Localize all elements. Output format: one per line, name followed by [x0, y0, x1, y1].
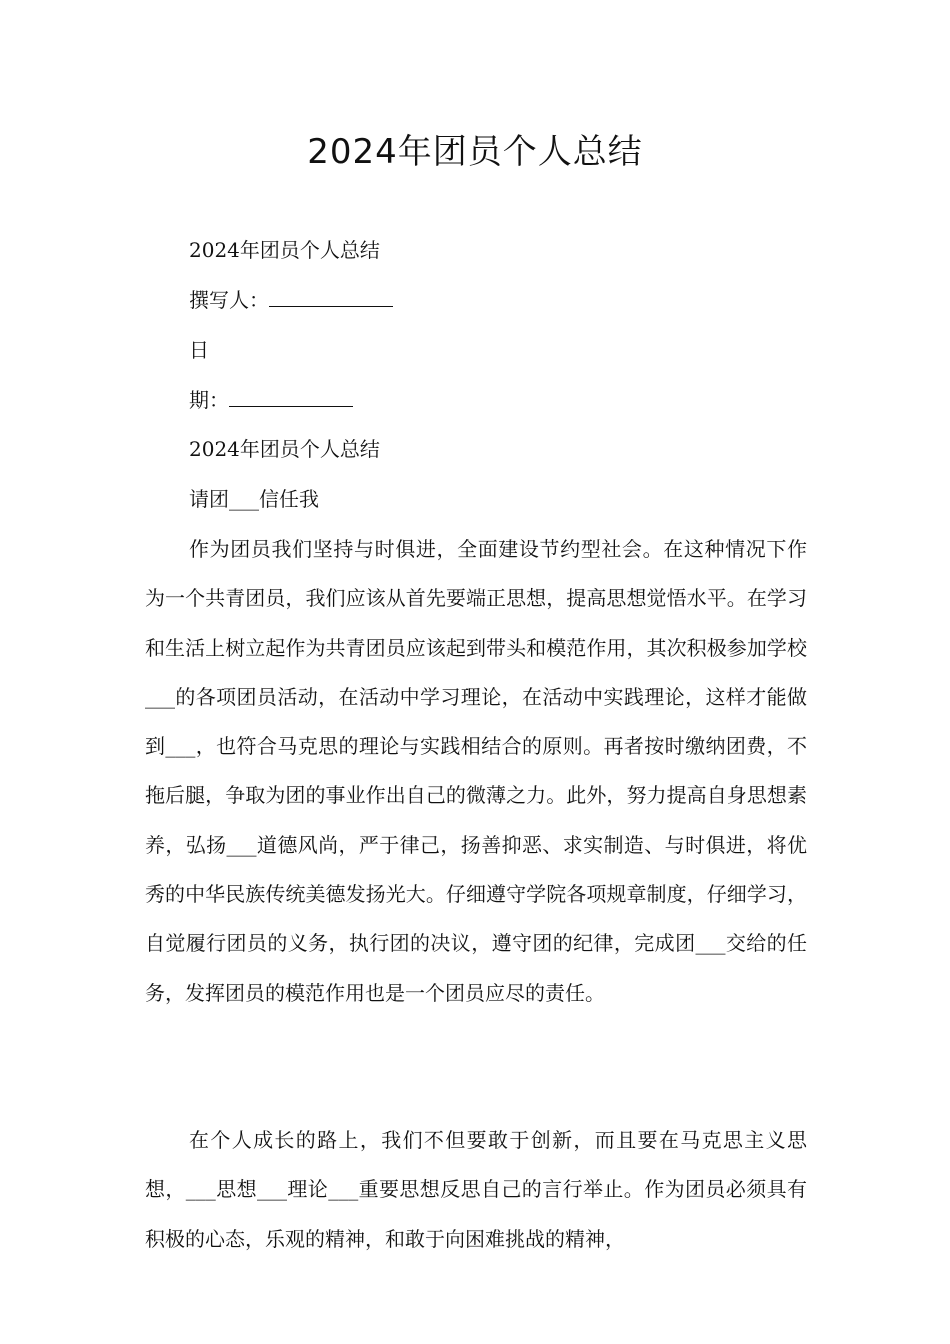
document-title: 2024年团员个人总结: [307, 132, 643, 172]
author-blank: [269, 288, 393, 307]
date-blank: [229, 388, 353, 407]
date-line: [189, 387, 353, 413]
body-paragraph-2: 在个人成长的路上，我们不但要敢于创新，而且要在马克思主义思想，___思想___理论___重要思想反思自己的言行举止。作为团员必须具有积极的心态，乐观的精神，和敢于向困难挑战的精神，: [145, 1128, 807, 1251]
heading-repeat: 2024年团员个人总结: [189, 437, 380, 461]
subtitle-line: 2024年团员个人总结: [189, 238, 380, 262]
slogan-line: 请团___信任我: [189, 487, 319, 511]
body-paragraph-1: 作为团员我们坚持与时俱进，全面建设节约型社会。在这种情况下作为一个共青团员，我们应该从首先要端正思想，提高思想觉悟水平。在学习和生活上树立起作为共青团员应该起到带头和模范作用，其次积极参加学校___的各项团员活动，在活动中学习理论，在活动中实践理论，这样才能做到___，也符合马克思的理论与实践相结合的原则。再者按时缴纳团费，不拖后腿，争取为团的事业作出自己的微薄之力。此外，努力提高自身思想素养，弘扬___道德风尚，严于律己，扬善抑恶、求实制造、与时俱进，将优秀的中华民族传统美德发扬光大。仔细遵守学院各项规章制度，仔细学习，自觉履行团员的义务，执行团的决议，遵守团的纪律，完成团___交给的任务，发挥团员的模范作用也是一个团员应尽的责任。: [145, 537, 807, 1005]
date-label-char: 日: [189, 338, 209, 362]
date-label: 期：: [189, 388, 229, 412]
author-line: [189, 287, 393, 313]
author-label: 撰写人：: [189, 288, 269, 312]
